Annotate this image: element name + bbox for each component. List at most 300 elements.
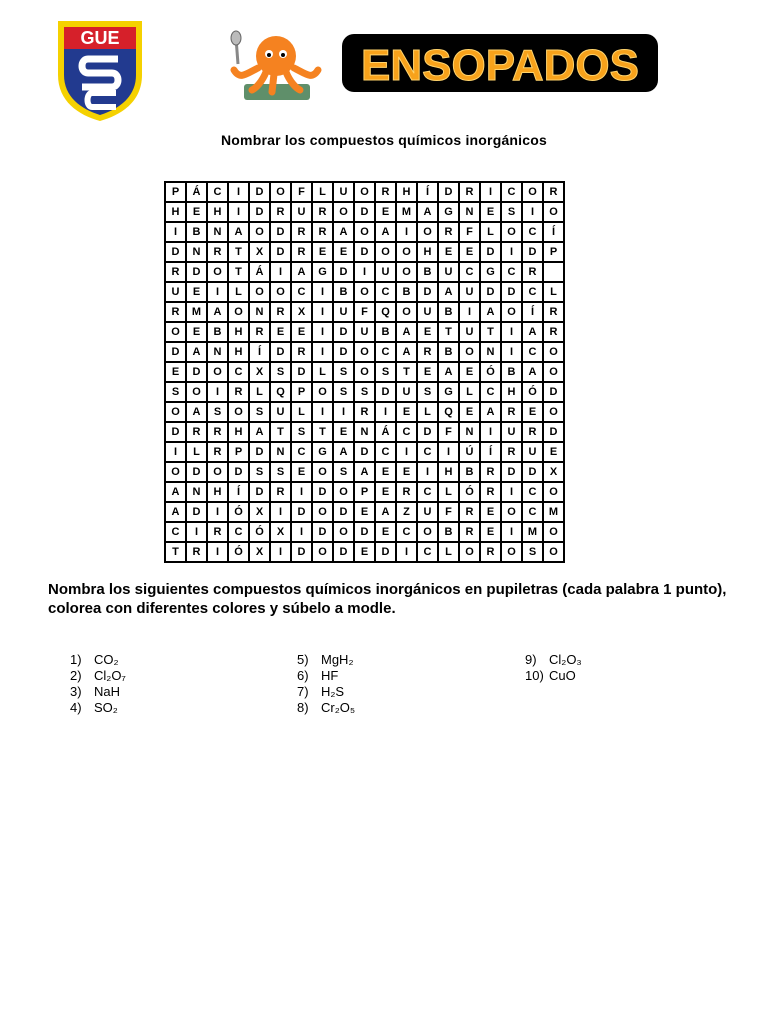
grid-cell[interactable]: X	[543, 462, 564, 482]
grid-cell[interactable]: Í	[543, 222, 564, 242]
grid-cell[interactable]: L	[438, 482, 459, 502]
grid-cell[interactable]: I	[186, 522, 207, 542]
grid-cell[interactable]: C	[501, 262, 522, 282]
grid-cell[interactable]: C	[228, 362, 249, 382]
grid-cell[interactable]: B	[186, 222, 207, 242]
grid-cell[interactable]: D	[291, 502, 312, 522]
grid-cell[interactable]: D	[354, 202, 375, 222]
grid-cell[interactable]: E	[480, 202, 501, 222]
grid-cell[interactable]: D	[354, 442, 375, 462]
grid-cell[interactable]: I	[396, 222, 417, 242]
grid-cell[interactable]: R	[270, 302, 291, 322]
grid-cell[interactable]: A	[438, 362, 459, 382]
grid-cell[interactable]: O	[354, 222, 375, 242]
grid-cell[interactable]: I	[480, 182, 501, 202]
grid-cell[interactable]: A	[249, 422, 270, 442]
grid-cell[interactable]: Í	[417, 182, 438, 202]
grid-cell[interactable]: X	[249, 242, 270, 262]
grid-cell[interactable]: E	[354, 502, 375, 522]
grid-cell[interactable]: R	[312, 222, 333, 242]
grid-cell[interactable]: T	[396, 362, 417, 382]
grid-cell[interactable]: F	[459, 222, 480, 242]
grid-cell[interactable]: S	[522, 542, 543, 562]
grid-cell[interactable]: C	[417, 442, 438, 462]
grid-cell[interactable]: H	[207, 482, 228, 502]
grid-cell[interactable]: A	[417, 202, 438, 222]
grid-cell[interactable]: D	[375, 542, 396, 562]
grid-cell[interactable]: O	[207, 462, 228, 482]
grid-cell[interactable]: C	[501, 182, 522, 202]
grid-cell[interactable]: O	[270, 282, 291, 302]
grid-cell[interactable]: P	[354, 482, 375, 502]
grid-cell[interactable]: N	[354, 422, 375, 442]
grid-cell[interactable]: X	[249, 362, 270, 382]
grid-cell[interactable]: R	[480, 542, 501, 562]
grid-cell[interactable]: U	[438, 262, 459, 282]
grid-cell[interactable]: T	[165, 542, 186, 562]
grid-cell[interactable]: I	[375, 402, 396, 422]
grid-cell[interactable]: L	[438, 542, 459, 562]
grid-cell[interactable]: O	[375, 242, 396, 262]
grid-cell[interactable]: O	[207, 262, 228, 282]
grid-cell[interactable]: I	[207, 542, 228, 562]
grid-cell[interactable]: O	[459, 542, 480, 562]
grid-cell[interactable]: C	[459, 262, 480, 282]
grid-cell[interactable]: B	[459, 462, 480, 482]
grid-cell[interactable]: I	[417, 462, 438, 482]
grid-cell[interactable]: A	[480, 402, 501, 422]
grid-cell[interactable]: U	[375, 262, 396, 282]
grid-cell[interactable]: D	[228, 462, 249, 482]
grid-cell[interactable]: S	[333, 382, 354, 402]
grid-cell[interactable]: Ó	[522, 382, 543, 402]
grid-cell[interactable]: O	[312, 542, 333, 562]
grid-cell[interactable]: I	[270, 262, 291, 282]
grid-cell[interactable]: U	[291, 202, 312, 222]
grid-cell[interactable]: E	[480, 522, 501, 542]
grid-cell[interactable]: O	[417, 522, 438, 542]
grid-cell[interactable]: O	[333, 482, 354, 502]
grid-cell[interactable]: T	[270, 422, 291, 442]
grid-cell[interactable]: O	[165, 462, 186, 482]
grid-cell[interactable]: D	[165, 242, 186, 262]
grid-cell[interactable]: I	[501, 242, 522, 262]
grid-cell[interactable]: N	[249, 302, 270, 322]
grid-cell[interactable]: D	[417, 282, 438, 302]
grid-cell[interactable]: D	[522, 242, 543, 262]
grid-cell[interactable]: I	[480, 422, 501, 442]
grid-cell[interactable]: I	[459, 302, 480, 322]
grid-cell[interactable]: U	[501, 422, 522, 442]
grid-cell[interactable]: Q	[270, 382, 291, 402]
grid-cell[interactable]: I	[312, 342, 333, 362]
grid-cell[interactable]: U	[459, 282, 480, 302]
grid-cell[interactable]: A	[186, 342, 207, 362]
grid-cell[interactable]: D	[501, 462, 522, 482]
grid-cell[interactable]: O	[522, 182, 543, 202]
grid-cell[interactable]: E	[291, 462, 312, 482]
grid-cell[interactable]: S	[249, 462, 270, 482]
grid-cell[interactable]: I	[501, 322, 522, 342]
grid-cell[interactable]: Ó	[459, 482, 480, 502]
grid-cell[interactable]: R	[417, 342, 438, 362]
grid-cell[interactable]: O	[501, 302, 522, 322]
grid-cell[interactable]: G	[438, 382, 459, 402]
grid-cell[interactable]: D	[438, 182, 459, 202]
grid-cell[interactable]: S	[207, 402, 228, 422]
grid-cell[interactable]: O	[543, 402, 564, 422]
grid-cell[interactable]: N	[186, 242, 207, 262]
grid-cell[interactable]: O	[312, 502, 333, 522]
grid-cell[interactable]: C	[291, 282, 312, 302]
grid-cell[interactable]: R	[165, 262, 186, 282]
grid-cell[interactable]: E	[459, 362, 480, 382]
grid-cell[interactable]: E	[354, 542, 375, 562]
grid-cell[interactable]: E	[396, 462, 417, 482]
grid-cell[interactable]: A	[165, 502, 186, 522]
grid-cell[interactable]: C	[480, 382, 501, 402]
grid-cell[interactable]: D	[249, 182, 270, 202]
grid-cell[interactable]: R	[522, 262, 543, 282]
grid-cell[interactable]: R	[291, 342, 312, 362]
grid-cell[interactable]: R	[459, 182, 480, 202]
grid-cell[interactable]: B	[417, 262, 438, 282]
grid-cell[interactable]: R	[228, 382, 249, 402]
grid-cell[interactable]: D	[291, 542, 312, 562]
grid-cell[interactable]: C	[522, 282, 543, 302]
grid-cell[interactable]: D	[522, 462, 543, 482]
grid-cell[interactable]: I	[312, 302, 333, 322]
grid-cell[interactable]: M	[396, 202, 417, 222]
grid-cell[interactable]: D	[186, 502, 207, 522]
grid-cell[interactable]: R	[459, 522, 480, 542]
grid-cell[interactable]: D	[165, 422, 186, 442]
grid-cell[interactable]: R	[270, 482, 291, 502]
grid-cell[interactable]: C	[165, 522, 186, 542]
grid-cell[interactable]: D	[333, 342, 354, 362]
grid-cell[interactable]: A	[375, 222, 396, 242]
grid-cell[interactable]: P	[228, 442, 249, 462]
grid-cell[interactable]: B	[333, 282, 354, 302]
grid-cell[interactable]: I	[207, 382, 228, 402]
grid-cell[interactable]: C	[522, 502, 543, 522]
grid-cell[interactable]: Í	[249, 342, 270, 362]
grid-cell[interactable]: B	[501, 362, 522, 382]
grid-cell[interactable]: D	[333, 502, 354, 522]
grid-cell[interactable]: I	[291, 522, 312, 542]
grid-cell[interactable]: B	[375, 322, 396, 342]
grid-cell[interactable]: C	[396, 522, 417, 542]
grid-cell[interactable]: U	[417, 302, 438, 322]
grid-cell[interactable]: O	[333, 202, 354, 222]
grid-cell[interactable]: D	[354, 522, 375, 542]
grid-cell[interactable]: C	[207, 182, 228, 202]
grid-cell[interactable]: I	[207, 502, 228, 522]
grid-cell[interactable]: D	[417, 422, 438, 442]
grid-cell[interactable]: I	[312, 282, 333, 302]
grid-cell[interactable]: R	[354, 402, 375, 422]
grid-cell[interactable]: O	[270, 182, 291, 202]
grid-cell[interactable]: R	[543, 182, 564, 202]
grid-cell[interactable]: O	[396, 242, 417, 262]
grid-cell[interactable]: H	[396, 182, 417, 202]
grid-cell[interactable]: L	[417, 402, 438, 422]
grid-cell[interactable]: D	[333, 322, 354, 342]
grid-cell[interactable]: I	[396, 542, 417, 562]
grid-cell[interactable]: E	[186, 202, 207, 222]
grid-cell[interactable]: E	[291, 322, 312, 342]
grid-cell[interactable]: B	[396, 282, 417, 302]
grid-cell[interactable]: L	[312, 362, 333, 382]
grid-cell[interactable]: Ú	[459, 442, 480, 462]
grid-cell[interactable]: U	[333, 182, 354, 202]
grid-cell[interactable]	[543, 262, 564, 282]
grid-cell[interactable]: O	[249, 282, 270, 302]
grid-cell[interactable]: G	[312, 262, 333, 282]
grid-cell[interactable]: O	[543, 362, 564, 382]
grid-cell[interactable]: M	[522, 522, 543, 542]
grid-cell[interactable]: S	[165, 382, 186, 402]
grid-cell[interactable]: O	[543, 342, 564, 362]
grid-cell[interactable]: I	[165, 222, 186, 242]
grid-cell[interactable]: E	[186, 282, 207, 302]
grid-cell[interactable]: L	[312, 182, 333, 202]
grid-cell[interactable]: R	[186, 422, 207, 442]
grid-cell[interactable]: I	[228, 182, 249, 202]
grid-cell[interactable]: I	[207, 282, 228, 302]
grid-cell[interactable]: R	[543, 302, 564, 322]
grid-cell[interactable]: E	[165, 362, 186, 382]
grid-cell[interactable]: M	[543, 502, 564, 522]
grid-cell[interactable]: S	[501, 202, 522, 222]
grid-cell[interactable]: Í	[522, 302, 543, 322]
grid-cell[interactable]: F	[438, 422, 459, 442]
grid-cell[interactable]: E	[375, 482, 396, 502]
grid-cell[interactable]: H	[228, 322, 249, 342]
grid-cell[interactable]: I	[501, 482, 522, 502]
grid-cell[interactable]: S	[291, 422, 312, 442]
grid-cell[interactable]: O	[396, 302, 417, 322]
grid-cell[interactable]: E	[543, 442, 564, 462]
grid-cell[interactable]: S	[354, 382, 375, 402]
grid-cell[interactable]: R	[375, 182, 396, 202]
grid-cell[interactable]: E	[312, 242, 333, 262]
grid-cell[interactable]: R	[291, 242, 312, 262]
grid-cell[interactable]: I	[333, 402, 354, 422]
grid-cell[interactable]: D	[270, 242, 291, 262]
grid-cell[interactable]: E	[333, 242, 354, 262]
grid-cell[interactable]: N	[207, 222, 228, 242]
grid-cell[interactable]: U	[165, 282, 186, 302]
grid-cell[interactable]: A	[375, 502, 396, 522]
grid-cell[interactable]: E	[186, 322, 207, 342]
grid-cell[interactable]: B	[438, 302, 459, 322]
grid-cell[interactable]: D	[312, 522, 333, 542]
grid-cell[interactable]: R	[543, 322, 564, 342]
grid-cell[interactable]: C	[291, 442, 312, 462]
grid-cell[interactable]: D	[543, 422, 564, 442]
grid-cell[interactable]: R	[207, 442, 228, 462]
grid-cell[interactable]: A	[291, 262, 312, 282]
grid-cell[interactable]: R	[249, 322, 270, 342]
grid-cell[interactable]: S	[270, 462, 291, 482]
grid-cell[interactable]: N	[480, 342, 501, 362]
grid-cell[interactable]: O	[501, 222, 522, 242]
grid-cell[interactable]: O	[312, 462, 333, 482]
grid-cell[interactable]: I	[270, 542, 291, 562]
grid-cell[interactable]: T	[228, 242, 249, 262]
grid-cell[interactable]: L	[291, 402, 312, 422]
grid-cell[interactable]: Á	[186, 182, 207, 202]
grid-cell[interactable]: O	[543, 522, 564, 542]
grid-cell[interactable]: G	[438, 202, 459, 222]
grid-cell[interactable]: S	[375, 362, 396, 382]
grid-cell[interactable]: G	[312, 442, 333, 462]
grid-cell[interactable]: U	[522, 442, 543, 462]
grid-cell[interactable]: D	[249, 442, 270, 462]
grid-cell[interactable]: O	[333, 522, 354, 542]
grid-cell[interactable]: A	[186, 402, 207, 422]
grid-cell[interactable]: R	[501, 402, 522, 422]
grid-cell[interactable]: N	[270, 442, 291, 462]
grid-cell[interactable]: A	[522, 322, 543, 342]
grid-cell[interactable]: I	[438, 442, 459, 462]
grid-cell[interactable]: E	[480, 502, 501, 522]
grid-cell[interactable]: R	[480, 462, 501, 482]
grid-cell[interactable]: U	[270, 402, 291, 422]
grid-cell[interactable]: L	[186, 442, 207, 462]
grid-cell[interactable]: X	[270, 522, 291, 542]
grid-cell[interactable]: O	[249, 222, 270, 242]
grid-cell[interactable]: Z	[396, 502, 417, 522]
grid-cell[interactable]: D	[501, 282, 522, 302]
grid-cell[interactable]: O	[354, 342, 375, 362]
grid-cell[interactable]: O	[459, 342, 480, 362]
grid-cell[interactable]: Ó	[249, 522, 270, 542]
grid-cell[interactable]: H	[438, 462, 459, 482]
grid-cell[interactable]: E	[333, 422, 354, 442]
grid-cell[interactable]: P	[165, 182, 186, 202]
grid-cell[interactable]: E	[417, 322, 438, 342]
grid-cell[interactable]: E	[417, 362, 438, 382]
grid-cell[interactable]: I	[270, 502, 291, 522]
grid-cell[interactable]: O	[543, 542, 564, 562]
grid-cell[interactable]: T	[312, 422, 333, 442]
grid-cell[interactable]: C	[375, 342, 396, 362]
grid-cell[interactable]: Á	[249, 262, 270, 282]
grid-cell[interactable]: E	[375, 202, 396, 222]
grid-cell[interactable]: L	[543, 282, 564, 302]
grid-cell[interactable]: A	[396, 342, 417, 362]
grid-cell[interactable]: F	[438, 502, 459, 522]
grid-cell[interactable]: Ó	[228, 542, 249, 562]
grid-cell[interactable]: H	[165, 202, 186, 222]
grid-cell[interactable]: T	[438, 322, 459, 342]
grid-cell[interactable]: B	[207, 322, 228, 342]
grid-cell[interactable]: I	[228, 202, 249, 222]
grid-cell[interactable]: O	[501, 542, 522, 562]
grid-cell[interactable]: X	[291, 302, 312, 322]
grid-cell[interactable]: I	[501, 522, 522, 542]
grid-cell[interactable]: O	[228, 402, 249, 422]
grid-cell[interactable]: S	[249, 402, 270, 422]
grid-cell[interactable]: C	[375, 442, 396, 462]
grid-cell[interactable]: I	[312, 322, 333, 342]
grid-cell[interactable]: N	[207, 342, 228, 362]
grid-cell[interactable]: O	[207, 362, 228, 382]
grid-cell[interactable]: L	[459, 382, 480, 402]
grid-cell[interactable]: O	[354, 362, 375, 382]
grid-cell[interactable]: R	[312, 202, 333, 222]
grid-cell[interactable]: I	[396, 442, 417, 462]
grid-cell[interactable]: U	[333, 302, 354, 322]
grid-cell[interactable]: R	[207, 422, 228, 442]
grid-cell[interactable]: D	[186, 262, 207, 282]
grid-cell[interactable]: C	[522, 222, 543, 242]
grid-cell[interactable]: A	[333, 442, 354, 462]
grid-cell[interactable]: A	[333, 222, 354, 242]
grid-cell[interactable]: T	[228, 262, 249, 282]
grid-cell[interactable]: H	[228, 342, 249, 362]
grid-cell[interactable]: D	[354, 242, 375, 262]
grid-cell[interactable]: D	[249, 202, 270, 222]
grid-cell[interactable]: U	[354, 322, 375, 342]
grid-cell[interactable]: D	[186, 362, 207, 382]
grid-cell[interactable]: N	[459, 202, 480, 222]
grid-cell[interactable]: X	[249, 502, 270, 522]
grid-cell[interactable]: R	[207, 522, 228, 542]
grid-cell[interactable]: C	[417, 542, 438, 562]
grid-cell[interactable]: O	[417, 222, 438, 242]
grid-cell[interactable]: S	[333, 462, 354, 482]
grid-cell[interactable]: O	[354, 282, 375, 302]
grid-cell[interactable]: M	[186, 302, 207, 322]
grid-cell[interactable]: O	[228, 302, 249, 322]
grid-cell[interactable]: U	[417, 502, 438, 522]
grid-cell[interactable]: O	[165, 402, 186, 422]
grid-cell[interactable]: A	[165, 482, 186, 502]
grid-cell[interactable]: Q	[375, 302, 396, 322]
grid-cell[interactable]: A	[396, 322, 417, 342]
grid-cell[interactable]: Í	[480, 442, 501, 462]
grid-cell[interactable]: I	[501, 342, 522, 362]
grid-cell[interactable]: R	[459, 502, 480, 522]
grid-cell[interactable]: R	[186, 542, 207, 562]
grid-cell[interactable]: G	[480, 262, 501, 282]
grid-cell[interactable]: T	[480, 322, 501, 342]
grid-cell[interactable]: O	[312, 382, 333, 402]
grid-cell[interactable]: Q	[438, 402, 459, 422]
grid-cell[interactable]: C	[522, 342, 543, 362]
grid-cell[interactable]: E	[375, 462, 396, 482]
grid-cell[interactable]: O	[543, 202, 564, 222]
grid-cell[interactable]: P	[291, 382, 312, 402]
grid-cell[interactable]: R	[438, 222, 459, 242]
grid-cell[interactable]: D	[291, 362, 312, 382]
grid-cell[interactable]: O	[543, 482, 564, 502]
grid-cell[interactable]: O	[354, 182, 375, 202]
grid-cell[interactable]: O	[165, 322, 186, 342]
grid-cell[interactable]: S	[333, 362, 354, 382]
grid-cell[interactable]: A	[522, 362, 543, 382]
grid-cell[interactable]: Ó	[480, 362, 501, 382]
grid-cell[interactable]: R	[396, 482, 417, 502]
grid-cell[interactable]: R	[165, 302, 186, 322]
grid-cell[interactable]: O	[501, 502, 522, 522]
grid-cell[interactable]: H	[207, 202, 228, 222]
grid-cell[interactable]: Í	[228, 482, 249, 502]
grid-cell[interactable]: Ó	[228, 502, 249, 522]
